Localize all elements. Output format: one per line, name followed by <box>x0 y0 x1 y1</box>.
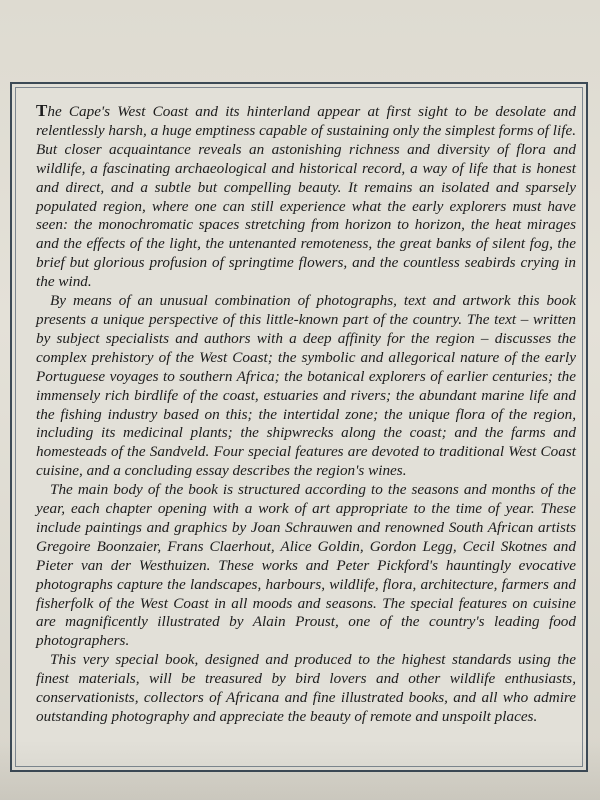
blurb-paragraph-1-text: he Cape's West Coast and its hinterland appear at first sight to be desolate and relentlessly harsh, a huge emptiness capable of sustaining only the simplest forms of life. But closer acquaintance reveals an astonishing richness and diversity of flora and wildlife, a fascinating archaeological and historical record, a way of life that is honest and direct, and a subtle but compelling beauty. It remains an isolated and sparsely populated region, where one can still experience what the early explorers must have seen: the monochromatic spaces stretching from horizon to horizon, the heat mirages and the effects of the light, the untenanted remoteness, the great banks of silent fog, the brief but glorious profusion of springtime flowers, and the countless seabirds crying in the wind. <box>36 103 576 291</box>
blurb-paragraph-4: This very special book, designed and produced to the highest standards using the finest materials, will be treasured by bird lovers and other wildlife enthusiasts, conservationists, collectors of Africana and fine illustrated books, and all who admire outstanding photography and appreciate the beauty of remote and unspoilt places. <box>36 651 576 725</box>
blurb-paragraph-1 <box>36 102 576 292</box>
drop-cap: T <box>36 101 48 120</box>
blurb-text <box>36 102 576 727</box>
blurb-paragraph-3: The main body of the book is structured according to the seasons and months of the year, each chapter opening with a work of art appropriate to the time of year. These include paintings and graphics by Joan Schrauwen and renowned South African artists Gregoire Boonzaier, Frans Claerhout, Alice Goldin, Gordon Legg, Cecil Skotnes and Pieter van der Westhuizen. These works and Peter Pickford's hauntingly evocative photographs capture the landscapes, harbours, wildlife, flora, architecture, farmers and fisherfolk of the West Coast in all moods and seasons. The special features on cuisine are magnificently illustrated by Alain Proust, one of the country's leading food photographers. <box>36 481 576 650</box>
blurb-paragraph-2: By means of an unusual combination of photographs, text and artwork this book presents a unique perspective of this little-known part of the country. The text – written by subject specialists and authors with a deep affinity for the region – discusses the complex prehistory of the West Coast; the symbolic and allegorical nature of the early Portuguese voyages to southern Africa; the botanical explorers of earlier centuries; the immensely rich birdlife of the coast, estuaries and rivers; the abundant marine life and the fishing industry based on this; the intertidal zone; the unique flora of the region, including its medicinal plants; the shipwrecks along the coast; and the farms and homesteads of the Sandveld. Four special features are devoted to traditional West Coast cuisine, and a concluding essay describes the region's wines. <box>36 292 576 480</box>
